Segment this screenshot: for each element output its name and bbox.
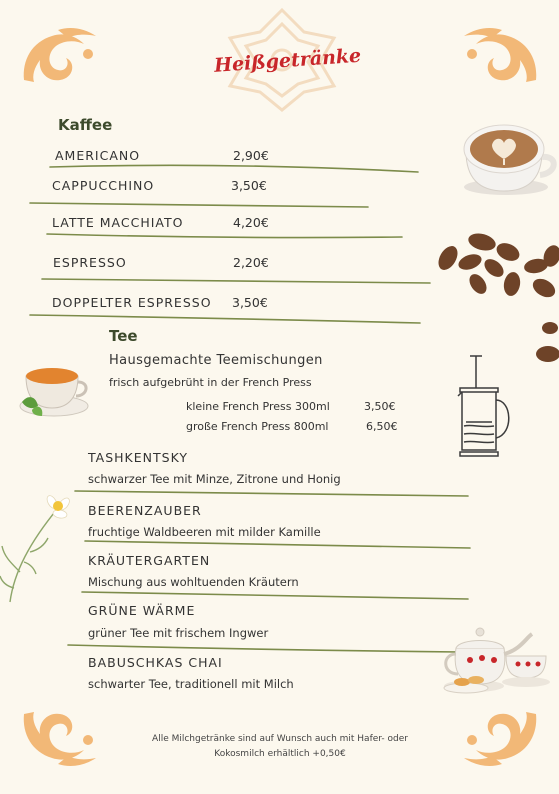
corner-ornament-icon [18,706,102,770]
price-cappucchino: 3,50€ [231,178,267,193]
price-americano: 2,90€ [233,148,269,163]
item-doppelter-espresso: DOPPELTER ESPRESSO [52,295,212,310]
house-blend-title: Hausgemachte Teemischungen [109,353,323,368]
divider-latte [47,234,402,238]
divider-beerenzauber [85,541,470,548]
item-cappucchino: CAPPUCCHINO [52,178,155,193]
tea-kraeutergarten: KRÄUTERGARTEN [88,553,211,568]
tea-kraeutergarten-desc: Mischung aus wohltuenden Kräutern [88,575,299,589]
tea-beerenzauber: BEERENZAUBER [88,503,202,518]
divider-americano [50,165,418,172]
corner-ornament-icon [458,24,542,88]
divider-kraeutergarten [82,592,468,599]
french-press-icon [452,354,516,458]
divider-cappuccino [30,203,368,207]
tee-heading: Tee [109,327,138,345]
price-latte-macchiato: 4,20€ [233,215,269,230]
footer-line-1: Alle Milchgetränke sind auf Wunsch auch mit Hafer- oder [152,734,408,744]
divider-gruene [68,645,460,652]
divider-doppelter [30,315,420,323]
tea-babuschkas-chai-desc: schwarter Tee, traditionell mit Milch [88,677,294,691]
kaffee-heading: Kaffee [58,116,113,134]
size-small-label: kleine French Press 300ml [186,400,330,413]
coffee-beans-icon [432,228,559,368]
tea-babuschkas-chai: BABUSCHKAS CHAI [88,655,223,670]
item-latte-macchiato: LATTE MACCHIATO [52,215,184,230]
footer-note [120,732,440,762]
price-espresso: 2,20€ [233,255,269,270]
size-small-price: 3,50€ [364,400,396,413]
house-blend-subtitle: frisch aufgebrüht in der French Press [109,376,312,389]
tea-gruene-waerme-desc: grüner Tee mit frischem Ingwer [88,626,269,640]
footer-line-2: Kokosmilch erhältlich +0,50€ [214,749,346,759]
chamomile-icon [0,492,72,604]
price-doppelter-espresso: 3,50€ [232,295,268,310]
item-espresso: ESPRESSO [53,255,127,270]
teapot-icon [440,618,554,700]
tea-cup-icon [14,360,92,424]
latte-cup-icon [462,115,559,197]
page-title: Heißgetränke [213,44,362,77]
corner-ornament-icon [18,24,102,88]
divider-tashkentsky [75,491,468,496]
tea-beerenzauber-desc: fruchtige Waldbeeren mit milder Kamille [88,525,321,539]
corner-ornament-icon [458,706,542,770]
tea-tashkentsky-desc: schwarzer Tee mit Minze, Zitrone und Honig [88,472,341,486]
size-large-label: große French Press 800ml [186,420,329,433]
size-large-price: 6,50€ [366,420,398,433]
item-americano: AMERICANO [55,148,141,163]
tea-gruene-waerme: GRÜNE WÄRME [88,603,196,618]
tea-tashkentsky: TASHKENTSKY [88,450,188,465]
divider-espresso [42,279,430,283]
